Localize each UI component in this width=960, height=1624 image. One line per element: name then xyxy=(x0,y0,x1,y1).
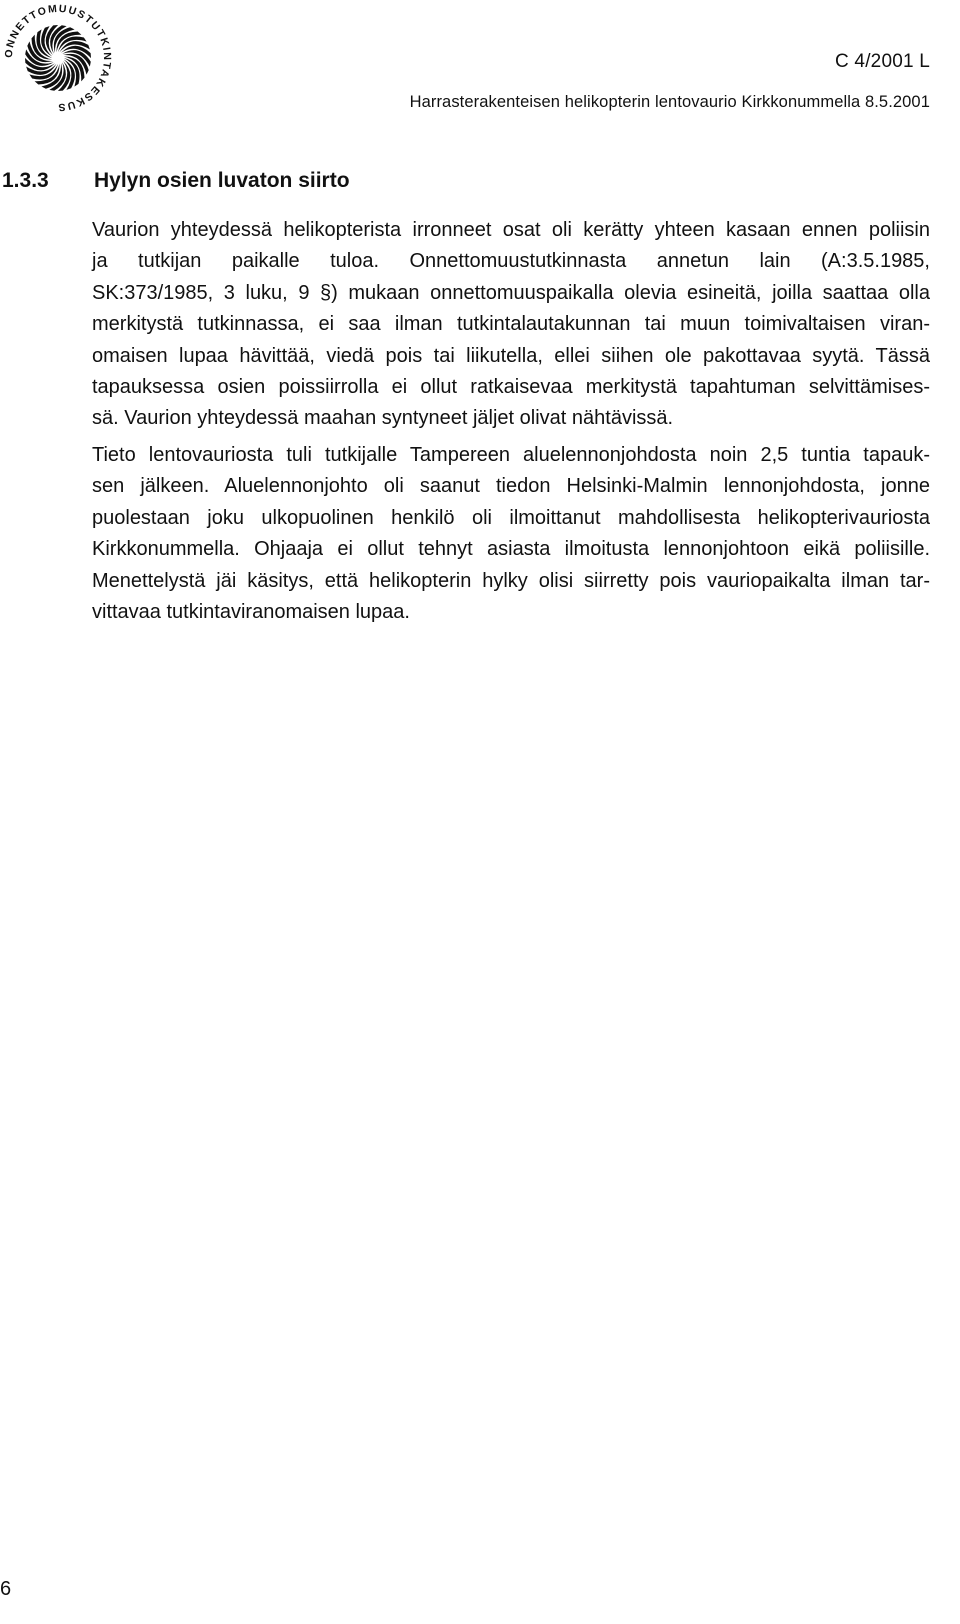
paragraph-line: omaisen lupaa hävittää, viedä pois tai liikutella, ellei siihen ole pakottavaa syytä. Tässä xyxy=(92,344,930,367)
section-heading xyxy=(0,169,900,193)
paragraph-line: puolestaan joku ulkopuolinen henkilö oli ilmoittanut mahdollisesta helikopterivauriosta xyxy=(92,506,930,529)
paragraph-line: SK:373/1985, 3 luku, 9 §) mukaan onnettomuuspaikalla olevia esineitä, joilla saattaa olla xyxy=(92,281,930,304)
section-number: 1.3.3 xyxy=(2,169,49,192)
paragraph-line: sen jälkeen. Aluelennonjohto oli saanut tiedon Helsinki-Malmin lennonjohdosta, jonne xyxy=(92,475,930,498)
logo-text: ONNETTOMUUSTUTKINTAKESKUS xyxy=(2,2,114,114)
organization-logo xyxy=(0,0,116,116)
paragraph-line: Menettelystä jäi käsitys, että helikopterin hylky olisi siirretty pois vauriopaikalta ilman tar- xyxy=(92,569,930,592)
paragraph-line: Kirkkonummella. Ohjaaja ei ollut tehnyt asiasta ilmoitusta lennonjohtoon eikä poliisille. xyxy=(92,538,930,561)
paragraph-line: merkitystä tutkinnassa, ei saa ilman tutkintalautakunnan tai muun toimivaltaisen viran- xyxy=(92,313,930,336)
paragraph-line: Tieto lentovauriosta tuli tutkijalle Tampereen aluelennonjohdosta noin 2,5 tuntia tapauk- xyxy=(92,444,930,466)
section-title: Hylyn osien luvaton siirto xyxy=(94,169,350,192)
paragraph-line: sä. Vaurion yhteydessä maahan syntyneet jäljet olivat nähtävissä. xyxy=(92,407,674,430)
paragraph-line: ja tutkijan paikalle tuloa. Onnettomuustutkinnasta annetun lain (A:3.5.1985, xyxy=(92,250,930,273)
document-id: C 4/2001 L xyxy=(835,51,930,72)
seal-icon xyxy=(0,0,116,116)
document-subtitle: Harrasterakenteisen helikopterin lentovaurio Kirkkonummella 8.5.2001 xyxy=(409,93,930,111)
paragraph-2 xyxy=(92,440,930,628)
paragraph-line: tapauksessa osien poissiirrolla ei ollut ratkaisevaa merkitystä tapahtuman selvittämises- xyxy=(92,376,930,399)
logo-center-dot xyxy=(53,53,63,63)
paragraph-line: Vaurion yhteydessä helikopterista irronneet osat oli kerätty yhteen kasaan ennen poliisin xyxy=(92,219,930,241)
page-number: 6 xyxy=(0,1578,12,1600)
paragraph-line: vittavaa tutkintaviranomaisen lupaa. xyxy=(92,601,410,624)
paragraph-1 xyxy=(92,215,930,435)
